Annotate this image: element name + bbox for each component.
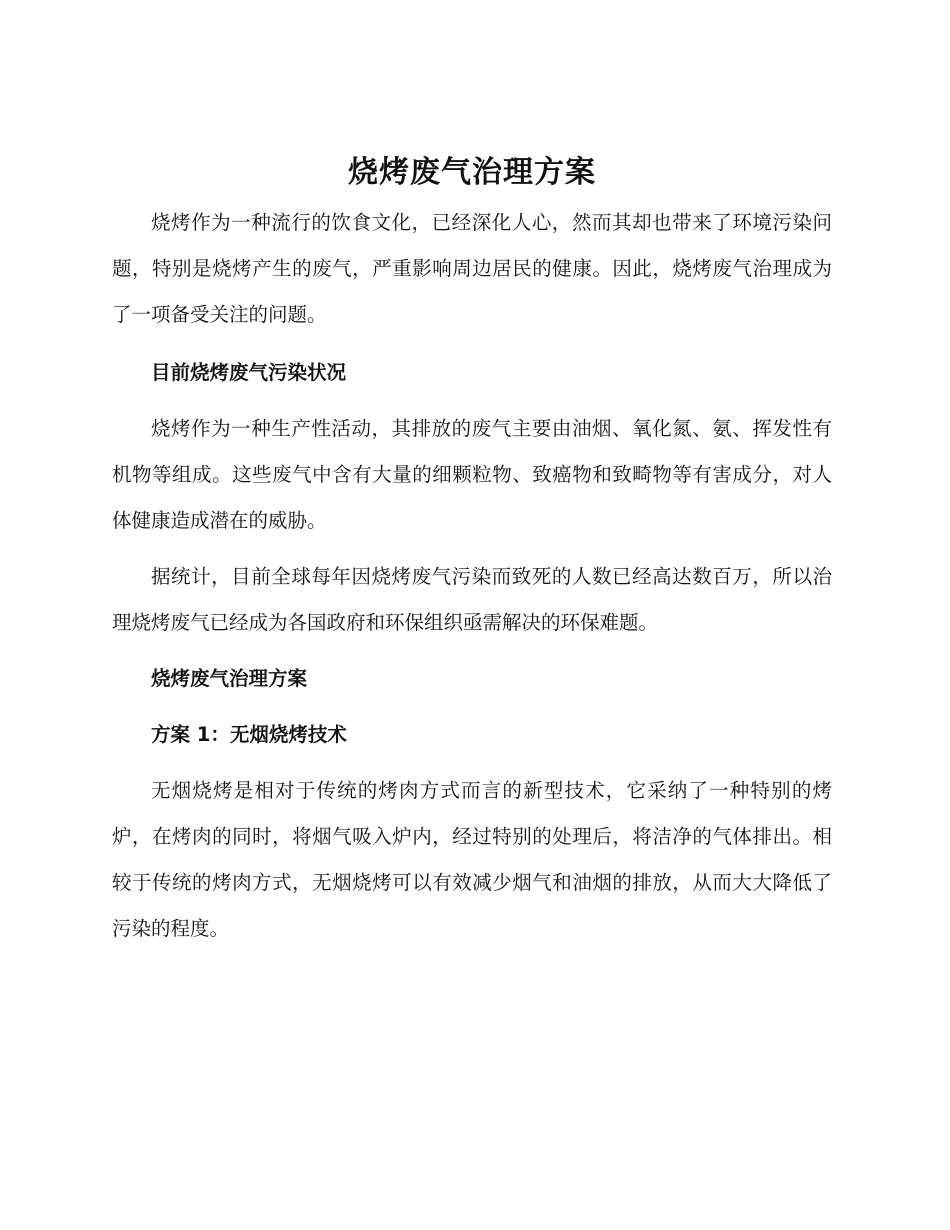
document-title: 烧烤废气治理方案 xyxy=(348,155,596,190)
section-heading-pollution-status: 目前烧烤废气污染状况 xyxy=(151,361,347,384)
plan-1-paragraph: 无烟烧烤是相对于传统的烤肉方式而言的新型技术，它采纳了一种特别的烤炉，在烤肉的同时，将烟气吸入炉内，经过特别的处理后，将洁净的气体排出。相较于传统的烤肉方式，无烟烧烤可以有效减少烟气和油烟的排放，从而大大降低了污染的程度。 xyxy=(112,779,832,940)
document-page xyxy=(112,150,832,962)
pollution-paragraph-2: 据统计，目前全球每年因烧烤废气污染而致死的人数已经高达数百万，所以治理烧烤废气已经成为各国政府和环保组织亟需解决的环保难题。 xyxy=(112,565,832,634)
intro-paragraph: 烧烤作为一种流行的饮食文化，已经深化人心，然而其却也带来了环境污染问题，特别是烧烤产生的废气，严重影响周边居民的健康。因此，烧烤废气治理成为了一项备受关注的问题。 xyxy=(112,211,832,326)
section-heading-treatment-plan: 烧烤废气治理方案 xyxy=(151,667,308,690)
pollution-paragraph-1: 烧烤作为一种生产性活动，其排放的废气主要由油烟、氧化氮、氨、挥发性有机物等组成。这些废气中含有大量的细颗粒物、致癌物和致畸物等有害成分，对人体健康造成潜在的威胁。 xyxy=(112,417,832,532)
subheading-plan-1: 方案 1：无烟烧烤技术 xyxy=(151,723,347,746)
